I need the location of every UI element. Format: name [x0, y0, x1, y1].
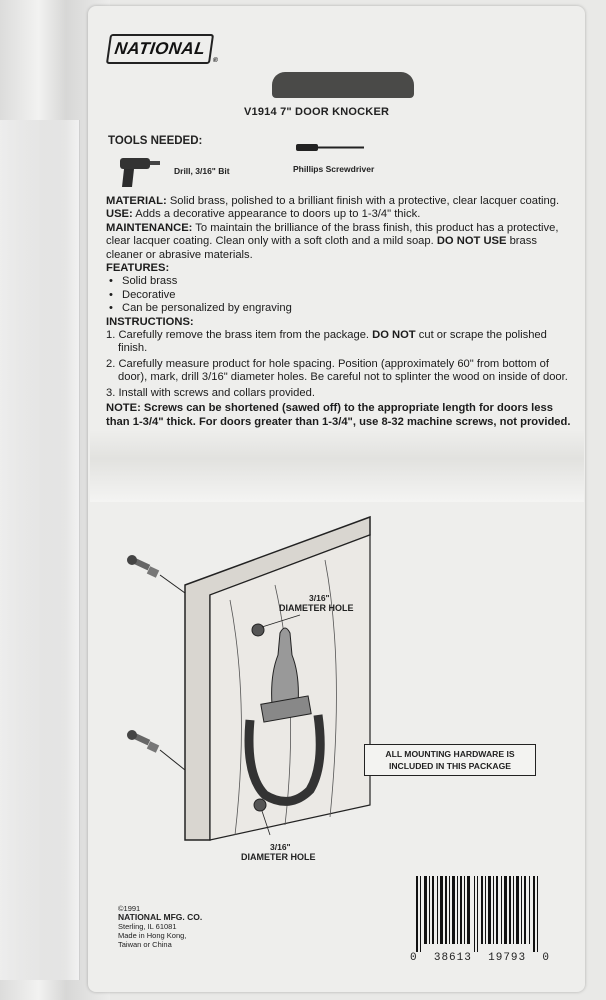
drill-label: Drill, 3/16" Bit	[174, 166, 230, 176]
upc-digit: 0	[542, 952, 550, 964]
screw-icon	[127, 555, 159, 578]
copyright-year: ©1991	[118, 904, 141, 913]
company-city: Sterling, IL 61081	[118, 922, 177, 931]
registered-mark: ®	[212, 57, 219, 64]
bottom-hole-label: DIAMETER HOLE	[241, 852, 316, 862]
drill-icon	[116, 154, 164, 190]
material-paragraph	[106, 195, 576, 208]
maintenance-warning-rest: brass cleaner or abrasive materials.	[106, 235, 537, 261]
instruction-step-3: 3. Install with screws and collars provided.	[106, 386, 315, 399]
barcode-icon	[412, 876, 548, 954]
plastic-blister	[0, 120, 80, 980]
screw-icon	[127, 730, 159, 753]
made-in-line-2: Taiwan or China	[118, 940, 172, 949]
maintenance-warning: DO NOT USE	[436, 235, 507, 248]
use-paragraph	[106, 208, 576, 221]
torn-cardboard-area	[90, 430, 584, 502]
maintenance-text: To maintain the brilliance of the brass finish, this product has a protective, clear lacquer coating. Clean only with a soft cloth and a mild soap.	[106, 221, 559, 248]
bottom-hole-size: 3/16"	[270, 842, 291, 852]
product-title: V1914 7" DOOR KNOCKER	[244, 106, 390, 118]
top-hole-label: DIAMETER HOLE	[279, 603, 354, 613]
door-mounting-diagram	[100, 505, 540, 845]
upc-number	[410, 952, 550, 964]
feature-item: • Can be personalized by engraving	[108, 302, 576, 315]
instructions-block	[106, 195, 576, 429]
upc-digit: 0	[410, 952, 418, 964]
upc-group: 38613	[433, 952, 472, 964]
tools-heading: TOOLS NEEDED:	[108, 135, 203, 147]
manufacturer-info	[118, 904, 202, 949]
maintenance-paragraph	[106, 222, 576, 262]
use-label: USE:	[106, 208, 133, 221]
made-in-line-1: Made in Hong Kong,	[118, 931, 187, 940]
note-paragraph: NOTE: Screws can be shortened (sawed off) to the appropriate length for doors less than 1-3/4" thick. For doors greater than 1-3/4", use 8-32 machine screws, not provided.	[106, 402, 571, 428]
features-list	[108, 275, 576, 315]
feature-item: • Solid brass	[108, 275, 576, 288]
hardware-line-1: ALL MOUNTING HARDWARE IS	[385, 749, 515, 759]
use-text: Adds a decorative appearance to doors up to 1-3/4" thick.	[135, 208, 421, 221]
instruction-step-2: 2. Carefully measure product for hole spacing. Position (approximately 60" from bottom of door), mark, drill 3/16" diameter holes. Be careful not to splinter the wood on inside of door.	[106, 357, 568, 384]
instructions-list	[106, 329, 576, 400]
top-hole-size: 3/16"	[309, 593, 330, 603]
screwdriver-label: Phillips Screwdriver	[293, 164, 375, 174]
material-label: MATERIAL:	[106, 195, 167, 207]
maintenance-label: MAINTENANCE:	[106, 221, 193, 234]
upc-group: 19793	[488, 952, 527, 964]
brand-name: NATIONAL	[113, 39, 207, 58]
features-heading: FEATURES:	[106, 262, 170, 275]
hardware-line-2: INCLUDED IN THIS PACKAGE	[388, 761, 512, 771]
feature-item: • Decorative	[108, 289, 576, 302]
material-text: Solid brass, polished to a brilliant finish with a protective, clear lacquer coating.	[169, 195, 560, 207]
brand-logo	[106, 34, 219, 64]
hang-hole	[272, 72, 414, 98]
company-name: NATIONAL MFG. CO.	[118, 912, 203, 922]
instructions-heading: INSTRUCTIONS:	[106, 315, 194, 328]
hardware-included-box	[364, 744, 536, 776]
instruction-step-1: 1. Carefully remove the brass item from the package. DO NOT cut or scrape the polished finish.	[106, 329, 547, 355]
screwdriver-icon	[296, 140, 366, 154]
